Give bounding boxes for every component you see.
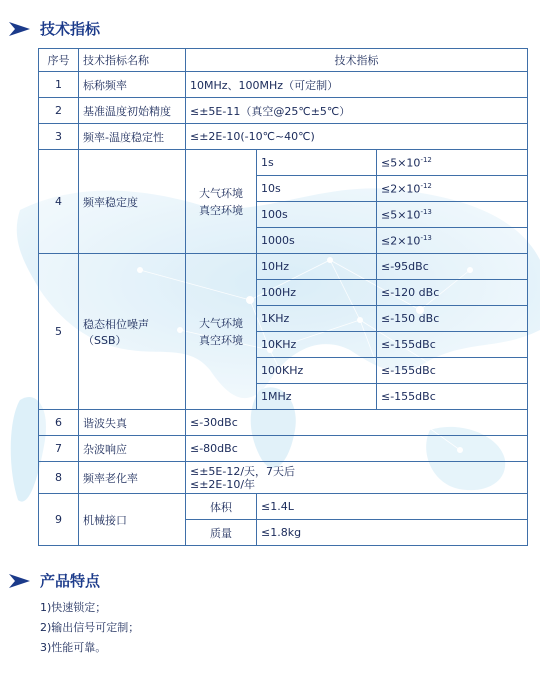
spec-value: ≤±5E-11（真空@25℃±5℃） [186, 98, 528, 124]
stability-value: $\le 5\times 10^{-13}$ [377, 202, 528, 228]
list-item: 1)快速锁定； [40, 601, 107, 614]
offset-frequency: 10Hz [257, 254, 377, 280]
spec-name: 机械接口 [79, 494, 186, 546]
environment-label: 大气环境 [199, 186, 243, 200]
mechanical-value: ≤1.8kg [257, 520, 528, 546]
environment-cell [186, 150, 257, 254]
table-row [39, 150, 528, 176]
stability-time: 1s [257, 150, 377, 176]
spec-name: 标称频率 [79, 72, 186, 98]
spec-value: ≤-30dBc [186, 410, 528, 436]
section-title: 技术指标 [40, 20, 101, 38]
table-row [39, 124, 528, 150]
arrow-right-icon [8, 21, 32, 37]
feature-list [40, 598, 139, 658]
table-header-row [39, 49, 528, 72]
row-number: 3 [39, 124, 79, 150]
table-row [39, 72, 528, 98]
section-heading-features [8, 570, 100, 591]
stability-time: 1000s [257, 228, 377, 254]
section-title: 产品特点 [40, 572, 101, 590]
table-row [39, 98, 528, 124]
environment-label: 大气环境 [199, 316, 243, 330]
phase-noise-value: ≤-150 dBc [377, 306, 528, 332]
phase-noise-value: ≤-155dBc [377, 332, 528, 358]
spec-name: 杂波响应 [79, 436, 186, 462]
stability-value: $\le 2\times 10^{-12}$ [377, 176, 528, 202]
offset-frequency: 1MHz [257, 384, 377, 410]
spec-name: 谐波失真 [79, 410, 186, 436]
spec-value: ≤±5E-12/天，7天后 ≤±2E-10/年 [186, 462, 528, 494]
section-heading-specs [8, 18, 100, 39]
offset-frequency: 100KHz [257, 358, 377, 384]
header-name: 技术指标名称 [79, 49, 186, 72]
stability-time: 10s [257, 176, 377, 202]
list-item: 3)性能可靠。 [40, 641, 107, 654]
table-row [39, 254, 528, 280]
row-number: 1 [39, 72, 79, 98]
spec-table [38, 48, 528, 546]
spec-value: ≤-80dBc [186, 436, 528, 462]
spec-name: 稳态相位噪声 （SSB） [79, 254, 186, 410]
phase-noise-value: ≤-155dBc [377, 358, 528, 384]
spec-name: 基准温度初始精度 [79, 98, 186, 124]
spec-name: 频率老化率 [79, 462, 186, 494]
stability-time: 100s [257, 202, 377, 228]
list-item: 2)输出信号可定制； [40, 621, 140, 634]
spec-value: 10MHz、100MHz（可定制） [186, 72, 528, 98]
row-number: 8 [39, 462, 79, 494]
spec-name: 频率稳定度 [79, 150, 186, 254]
header-no: 序号 [39, 49, 79, 72]
spec-name: 频率-温度稳定性 [79, 124, 186, 150]
offset-frequency: 10KHz [257, 332, 377, 358]
mechanical-key: 质量 [186, 520, 257, 546]
spec-value: ≤±2E-10(-10℃~40℃) [186, 124, 528, 150]
phase-noise-value: ≤-155dBc [377, 384, 528, 410]
offset-frequency: 100Hz [257, 280, 377, 306]
environment-label: 真空环境 [199, 333, 243, 347]
mechanical-key: 体积 [186, 494, 257, 520]
mechanical-value: ≤1.4L [257, 494, 528, 520]
environment-label: 真空环境 [199, 203, 243, 217]
phase-noise-value: ≤-120 dBc [377, 280, 528, 306]
phase-noise-value: ≤-95dBc [377, 254, 528, 280]
table-row [39, 410, 528, 436]
arrow-right-icon [8, 573, 32, 589]
offset-frequency: 1KHz [257, 306, 377, 332]
row-number: 6 [39, 410, 79, 436]
table-row [39, 494, 528, 520]
stability-value: $\le 5\times 10^{-12}$ [377, 150, 528, 176]
table-row [39, 462, 528, 494]
stability-value: $\le 2\times 10^{-13}$ [377, 228, 528, 254]
row-number: 4 [39, 150, 79, 254]
header-spec: 技术指标 [186, 49, 528, 72]
row-number: 7 [39, 436, 79, 462]
row-number: 2 [39, 98, 79, 124]
row-number: 5 [39, 254, 79, 410]
table-row [39, 436, 528, 462]
environment-cell [186, 254, 257, 410]
row-number: 9 [39, 494, 79, 546]
